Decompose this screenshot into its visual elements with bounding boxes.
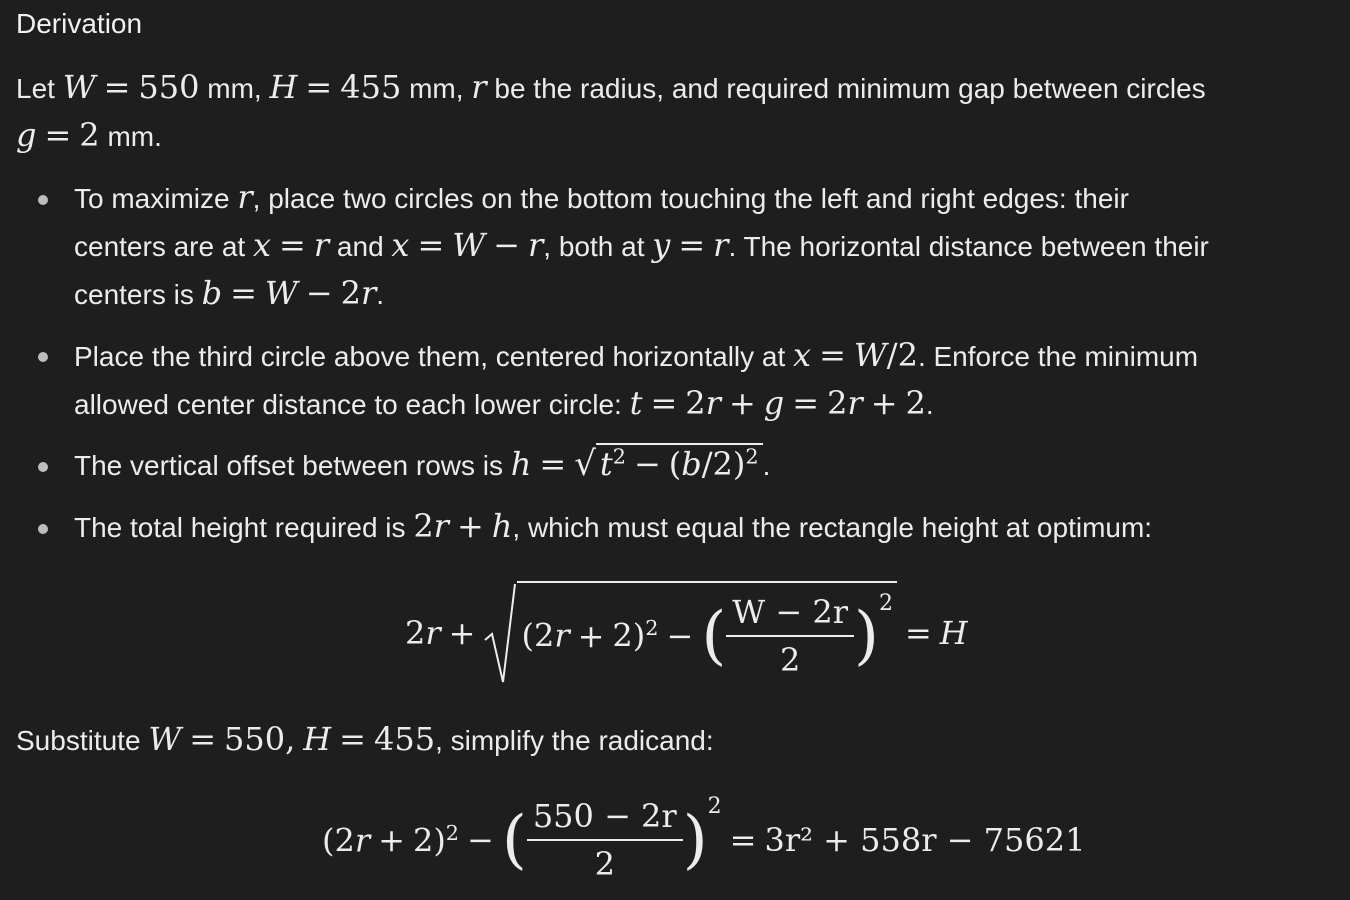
text: , both at [543, 231, 645, 262]
text: . [762, 450, 771, 481]
text: . Enforce the minimum [917, 341, 1199, 372]
g-value: 2 [79, 116, 100, 154]
text: The total height required is [74, 512, 406, 543]
unit-mm: mm, [207, 73, 262, 104]
text: Substitute [16, 725, 141, 756]
numerator: W − 2r [732, 592, 848, 631]
substitute-line: Substitute W = 550, H = 455, simplify the radicand: [16, 720, 714, 758]
var-W: W [62, 68, 96, 106]
intro-line-2: g = 2 mm. [16, 116, 162, 154]
text: . The horizontal distance between their [728, 231, 1209, 262]
text: The vertical offset between rows is [74, 450, 504, 481]
text: , which must equal the rectangle height at optimum: [512, 512, 1153, 543]
section-heading: Derivation [16, 8, 143, 39]
bullet-dot [38, 524, 48, 534]
var-g: g [16, 116, 37, 154]
fraction-W-minus-2r [726, 593, 854, 679]
denominator: 2 [779, 640, 801, 679]
bullet-2-line-2: allowed center distance to each lower circle: t = 2r + g = 2r + 2. [74, 384, 934, 422]
denominator: 2 [594, 845, 615, 883]
bullet-3-line-1: The vertical offset between rows is h = √ $t^2 - (b/2)^2$ . [74, 444, 771, 484]
bullet-1-line-3: centers is b = W − 2r. [74, 274, 385, 312]
text: Place the third circle above them, centered horizontally at [74, 341, 786, 372]
text: , simplify the radicand: [435, 725, 714, 756]
equation-radicand-simplified: $(2r + 2)^2$ − ( $\frac{550 - 2r}{2}$ ) $^2$ = 3r² + 558r − 75621 [322, 794, 1086, 883]
text: centers is [74, 279, 194, 310]
rhs: 3r² + 558r − 75621 [764, 821, 1086, 859]
bullet-dot [38, 462, 48, 472]
text: centers are at [74, 231, 246, 262]
bullet-1-line-2: centers are at x = r and x = W − r, both at y = r. The horizontal distance between their [74, 226, 1209, 264]
intro-radius-text: be the radius, and required minimum gap between circles [494, 73, 1206, 104]
intro-let: Let [16, 73, 55, 104]
unit-mm-2: mm, [409, 73, 464, 104]
intro-line-1: Let W = 550 mm, H = 455 mm, r be the radius, and required minimum gap between circles [16, 68, 1206, 106]
var-H: H [269, 68, 298, 106]
text: . [925, 389, 934, 420]
bullet-4-line-1: The total height required is 2r + h, which must equal the rectangle height at optimum: [74, 507, 1153, 545]
text: . [376, 279, 385, 310]
text: , place two circles on the bottom touching the left and right edges: their [252, 183, 1129, 214]
numerator: 550 − 2r [532, 797, 677, 835]
radical-sign [483, 578, 517, 688]
fraction-550-minus-2r [527, 797, 683, 883]
W-value: 550 [138, 68, 200, 106]
text: and [336, 231, 384, 262]
bullet-2-line-1: Place the third circle above them, centered horizontally at x = W/2. Enforce the minimum [74, 336, 1199, 374]
sqrt-expression: √ $t^2 - (b/2)^2$ [574, 444, 762, 484]
bullet-1-line-1: To maximize r, place two circles on the bottom touching the left and right edges: their [74, 178, 1129, 216]
H-value: 455 [340, 68, 402, 106]
text: allowed center distance to each lower circle: [74, 389, 622, 420]
bullet-dot [38, 195, 48, 205]
equation-height-constraint: 2r + $(2r + 2)^2$ − ( $\frac{W - 2r}{2}$ ) $^2$ = H [405, 575, 968, 690]
radicand: $(2r + 2)^2$ − ( $\frac{W - 2r}{2}$ ) $^2$ [517, 581, 896, 679]
text: To maximize [74, 183, 230, 214]
bullet-dot [38, 352, 48, 362]
intro-end: mm. [107, 121, 162, 152]
